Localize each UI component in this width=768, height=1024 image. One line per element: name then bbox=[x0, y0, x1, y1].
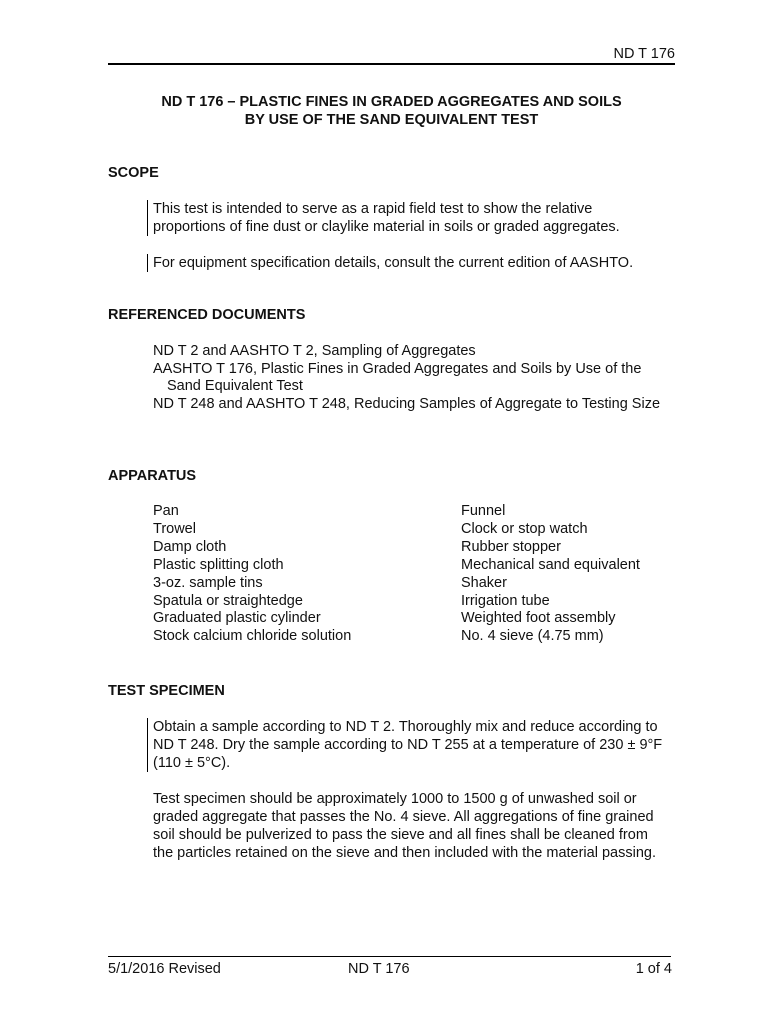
apparatus-item: Graduated plastic cylinder bbox=[153, 610, 321, 627]
apparatus-item: Pan bbox=[153, 503, 179, 519]
reference-item: AASHTO T 176, Plastic Fines in Graded Aggregates and Soils by Use of the Sand Equivalent Test bbox=[153, 360, 642, 394]
header-doc-code: ND T 176 bbox=[613, 46, 675, 62]
apparatus-item: Rubber stopper bbox=[461, 538, 561, 555]
apparatus-item: 3-oz. sample tins bbox=[153, 574, 263, 591]
test-specimen-paragraph-1: Obtain a sample according to ND T 2. Thoroughly mix and reduce according to ND T 248. Dry the sample according to ND T 255 at a temperature of 230 ± 9°F (110 ± 5°C). bbox=[153, 719, 663, 771]
apparatus-item: Clock or stop watch bbox=[461, 520, 588, 537]
apparatus-item: Irrigation tube bbox=[461, 592, 550, 609]
apparatus-item: Mechanical sand equivalent bbox=[461, 556, 640, 573]
referenced-documents-list bbox=[153, 343, 673, 413]
apparatus-item: Spatula or straightedge bbox=[153, 592, 303, 609]
reference-item: ND T 248 and AASHTO T 248, Reducing Samples of Aggregate to Testing Size bbox=[153, 395, 661, 412]
apparatus-item: Funnel bbox=[461, 503, 506, 519]
apparatus-item: Weighted foot assembly bbox=[461, 610, 616, 627]
apparatus-item: No. 4 sieve (4.75 mm) bbox=[461, 628, 604, 645]
referenced-documents-heading: REFERENCED DOCUMENTS bbox=[108, 307, 306, 323]
footer-doc-code: ND T 176 bbox=[348, 961, 410, 977]
revision-bar bbox=[147, 718, 148, 772]
footer-date: 5/1/2016 Revised bbox=[108, 961, 221, 977]
apparatus-item: Trowel bbox=[153, 520, 196, 537]
apparatus-list-left bbox=[153, 503, 351, 646]
title-line-2: BY USE OF THE SAND EQUIVALENT TEST bbox=[244, 112, 539, 128]
revision-bar bbox=[147, 254, 148, 272]
apparatus-list-right bbox=[461, 503, 640, 646]
test-specimen-heading: TEST SPECIMEN bbox=[108, 683, 225, 699]
apparatus-item: Damp cloth bbox=[153, 538, 227, 555]
test-specimen-paragraph-2: Test specimen should be approximately 1000 to 1500 g of unwashed soil or graded aggregate that passes the No. 4 sieve. All aggregations of fine grained soil should be pulverized to pass the sieve and all fines shall be cleaned from the particles retained on the sieve and then included with the material passing. bbox=[153, 791, 656, 861]
apparatus-heading: APPARATUS bbox=[108, 468, 197, 484]
title-line-1: ND T 176 – PLASTIC FINES IN GRADED AGGREGATES AND SOILS bbox=[161, 94, 622, 110]
apparatus-item: Stock calcium chloride solution bbox=[153, 628, 352, 645]
document-title bbox=[108, 93, 675, 129]
scope-heading: SCOPE bbox=[108, 165, 159, 181]
footer-rule bbox=[108, 956, 671, 957]
revision-bar bbox=[147, 200, 148, 236]
apparatus-item: Plastic splitting cloth bbox=[153, 556, 284, 573]
scope-paragraph-2: For equipment specification details, consult the current edition of AASHTO. bbox=[153, 255, 634, 271]
footer-page-number: 1 of 4 bbox=[635, 961, 672, 977]
apparatus-item: Shaker bbox=[461, 574, 507, 591]
header-rule bbox=[108, 63, 675, 65]
reference-item: ND T 2 and AASHTO T 2, Sampling of Aggregates bbox=[153, 343, 476, 359]
scope-paragraph-1: This test is intended to serve as a rapid field test to show the relative proportions of fine dust or claylike material in soils or graded aggregates. bbox=[153, 201, 620, 235]
